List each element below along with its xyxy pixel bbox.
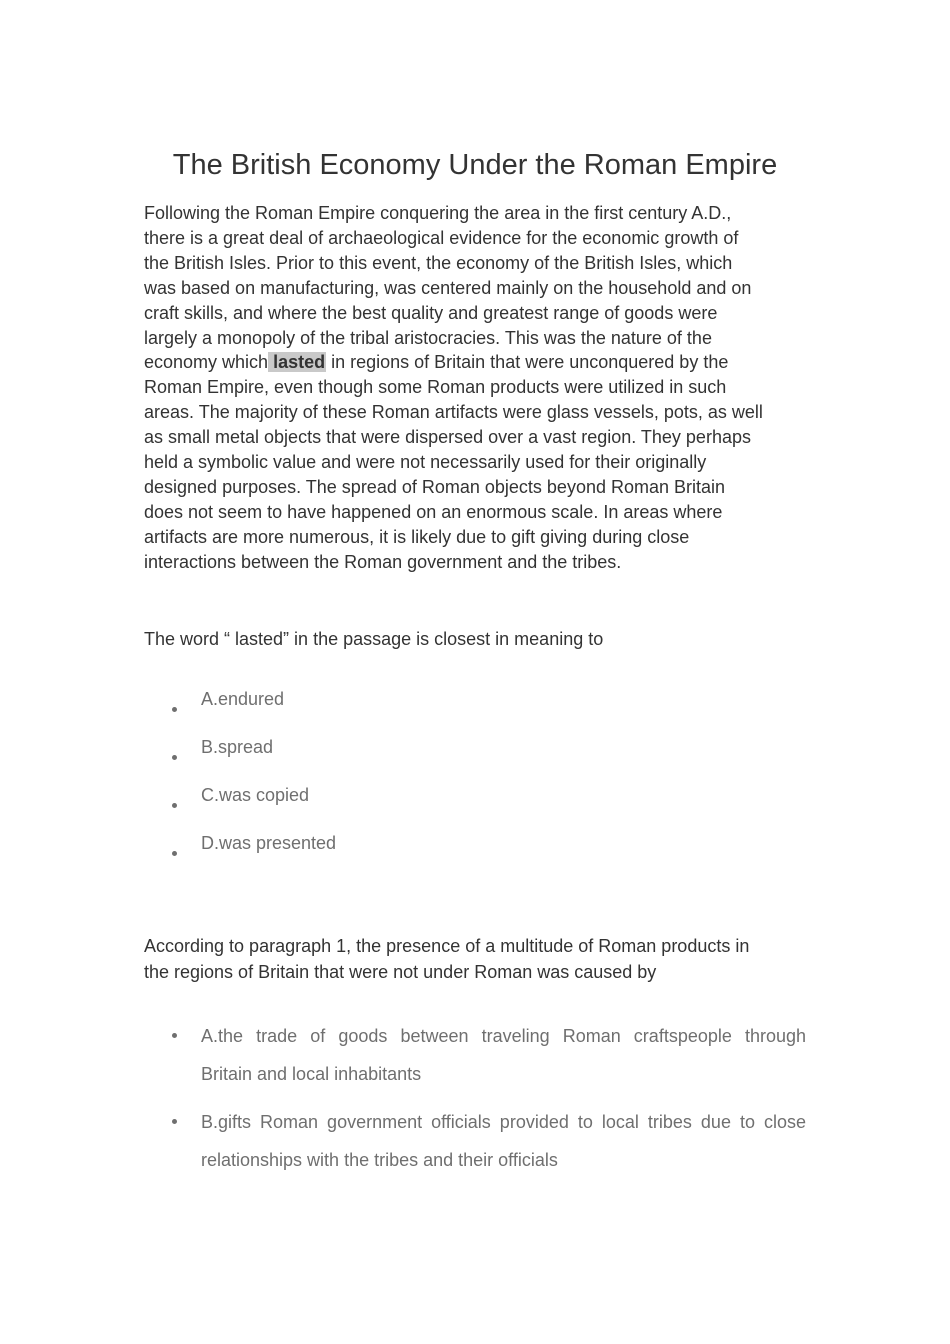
passage-line: artifacts are more numerous, it is likely due to gift giving during close [144, 526, 690, 547]
passage-line: interactions between the Roman government and the tribes. [144, 551, 622, 572]
question-1-option-b[interactable]: B.spread [172, 734, 336, 782]
question-1-option-c[interactable]: C.was copied [172, 782, 336, 830]
reading-passage [144, 201, 810, 575]
passage-line: held a symbolic value and were not necessarily used for their originally [144, 452, 707, 473]
page-title: The British Economy Under the Roman Empire [172, 149, 778, 181]
passage-line: does not seem to have happened on an enormous scale. In areas where [144, 501, 723, 522]
passage-line: designed purposes. The spread of Roman objects beyond Roman Britain [144, 476, 726, 497]
question-1-options [172, 686, 336, 878]
passage-line-highlight [144, 350, 810, 375]
question-1-prompt: The word “ lasted” in the passage is closest in meaning to [144, 629, 604, 649]
question-1-option-d[interactable]: D.was presented [172, 830, 336, 878]
highlighted-word: lasted [268, 352, 326, 372]
passage-line: areas. The majority of these Roman artifacts were glass vessels, pots, as well [144, 402, 763, 423]
passage-line: was based on manufacturing, was centered mainly on the household and on [144, 277, 752, 298]
passage-line: largely a monopoly of the tribal aristocracies. This was the nature of the [144, 327, 712, 348]
question-2-option-b[interactable] [172, 1103, 806, 1179]
option-text-line: Britain and local inhabitants [201, 1064, 422, 1084]
passage-text: in regions of Britain that were unconquered by the [326, 352, 729, 373]
option-text-line: A.the trade of goods between traveling Roman craftspeople through [201, 1026, 806, 1046]
question-2-prompt-line: According to paragraph 1, the presence of a multitude of Roman products in [144, 936, 750, 956]
option-text-line: relationships with the tribes and their officials [201, 1150, 558, 1170]
passage-text: economy which [144, 352, 269, 373]
option-text-line: B.gifts Roman government officials provided to local tribes due to close [201, 1112, 806, 1132]
passage-line: Roman Empire, even though some Roman products were utilized in such [144, 377, 727, 398]
passage-line: as small metal objects that were dispersed over a vast region. They perhaps [144, 427, 751, 448]
question-2-prompt [144, 933, 814, 985]
question-2-options [172, 1017, 806, 1189]
question-1-option-a[interactable]: A.endured [172, 686, 336, 734]
passage-line: craft skills, and where the best quality and greatest range of goods were [144, 302, 718, 323]
passage-line: Following the Roman Empire conquering the area in the first century A.D., [144, 203, 732, 223]
question-2-prompt-line: the regions of Britain that were not under Roman was caused by [144, 962, 657, 982]
question-2-option-a[interactable] [172, 1017, 806, 1093]
passage-line: there is a great deal of archaeological evidence for the economic growth of [144, 227, 739, 248]
passage-line: the British Isles. Prior to this event, the economy of the British Isles, which [144, 252, 733, 273]
